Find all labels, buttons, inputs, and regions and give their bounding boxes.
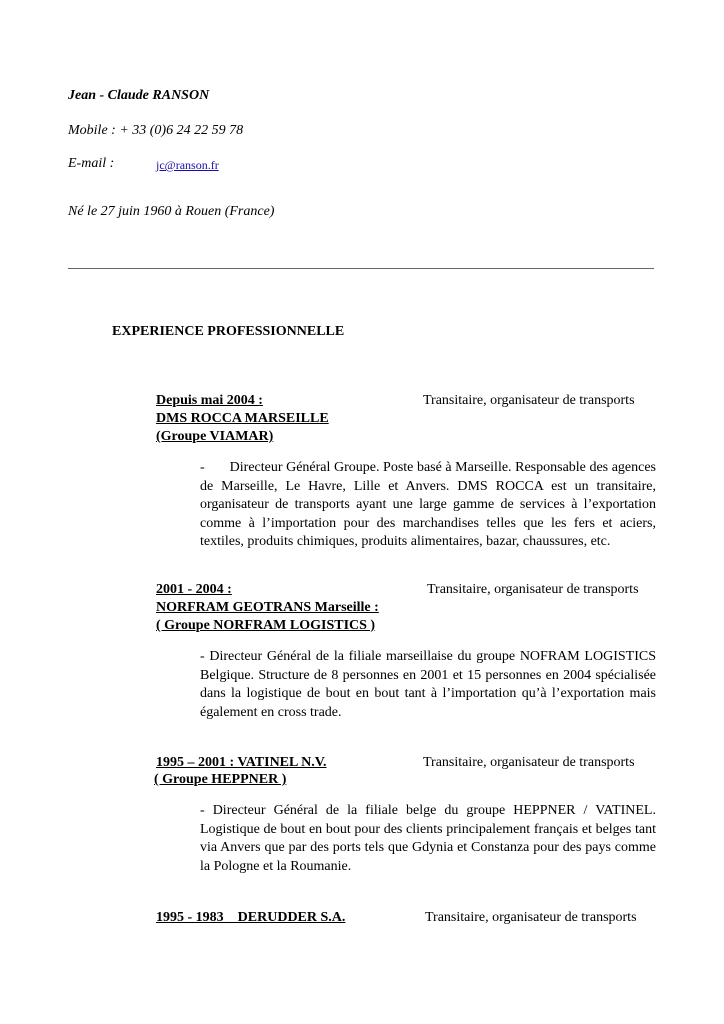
job-role: Transitaire, organisateur de transports bbox=[423, 393, 635, 408]
job-period: 1995 - 1983 DERUDDER S.A. bbox=[156, 910, 346, 925]
job-description: - Directeur Général de la filiale belge du groupe HEPPNER / VATINEL. Logistique de bout en bout pour des clients principalement français et belges tant via Anvers que par des ports tels que Gdynia et Constanza pour des pays comme la Pologne et la Roumanie. bbox=[200, 803, 656, 874]
job-role: Transitaire, organisateur de transports bbox=[427, 582, 639, 597]
job-period: 2001 - 2004 : bbox=[156, 582, 232, 597]
job-period: 1995 – 2001 : VATINEL N.V. bbox=[156, 755, 327, 770]
job-description: - Directeur Général Groupe. Poste basé à Marseille. Responsable des agences de Marseille, Le Havre, Lille et Anvers. DMS ROCCA est un transitaire, organisateur de transports ayant une large gamme de services à l’exportation comme à l’importation pour des marchandises telles que les fers et aciers, textiles, produits chimiques, produits alimentaires, bazar, chaussures, etc. bbox=[200, 460, 656, 549]
mobile-number: Mobile : + 33 (0)6 24 22 59 78 bbox=[68, 123, 244, 138]
job-description: - Directeur Général de la filiale marseillaise du groupe NOFRAM LOGISTICS Belgique. Structure de 8 personnes en 2001 et 15 personnes en 2004 spécialisée dans la logistique de bout en bout tant à l’importation qu’à l’exportation mais également en cross trade. bbox=[200, 649, 656, 720]
birth-info: Né le 27 juin 1960 à Rouen (France) bbox=[68, 204, 275, 219]
job-period: Depuis mai 2004 : bbox=[156, 393, 263, 408]
job-company: NORFRAM GEOTRANS Marseille : bbox=[156, 600, 379, 615]
job-group: (Groupe VIAMAR) bbox=[156, 429, 274, 444]
job-role: Transitaire, organisateur de transports bbox=[423, 755, 635, 770]
job-company: DMS ROCCA MARSEILLE bbox=[156, 411, 329, 426]
horizontal-rule bbox=[68, 268, 654, 269]
candidate-name: Jean - Claude RANSON bbox=[68, 88, 210, 103]
email-label: E-mail : bbox=[68, 156, 115, 171]
section-title: EXPERIENCE PROFESSIONNELLE bbox=[112, 324, 345, 339]
email-link[interactable]: jc@ranson.fr bbox=[156, 158, 219, 172]
job-role: Transitaire, organisateur de transports bbox=[425, 910, 637, 925]
job-group: ( Groupe NORFRAM LOGISTICS ) bbox=[156, 618, 376, 633]
job-group: ( Groupe HEPPNER ) bbox=[154, 772, 287, 787]
